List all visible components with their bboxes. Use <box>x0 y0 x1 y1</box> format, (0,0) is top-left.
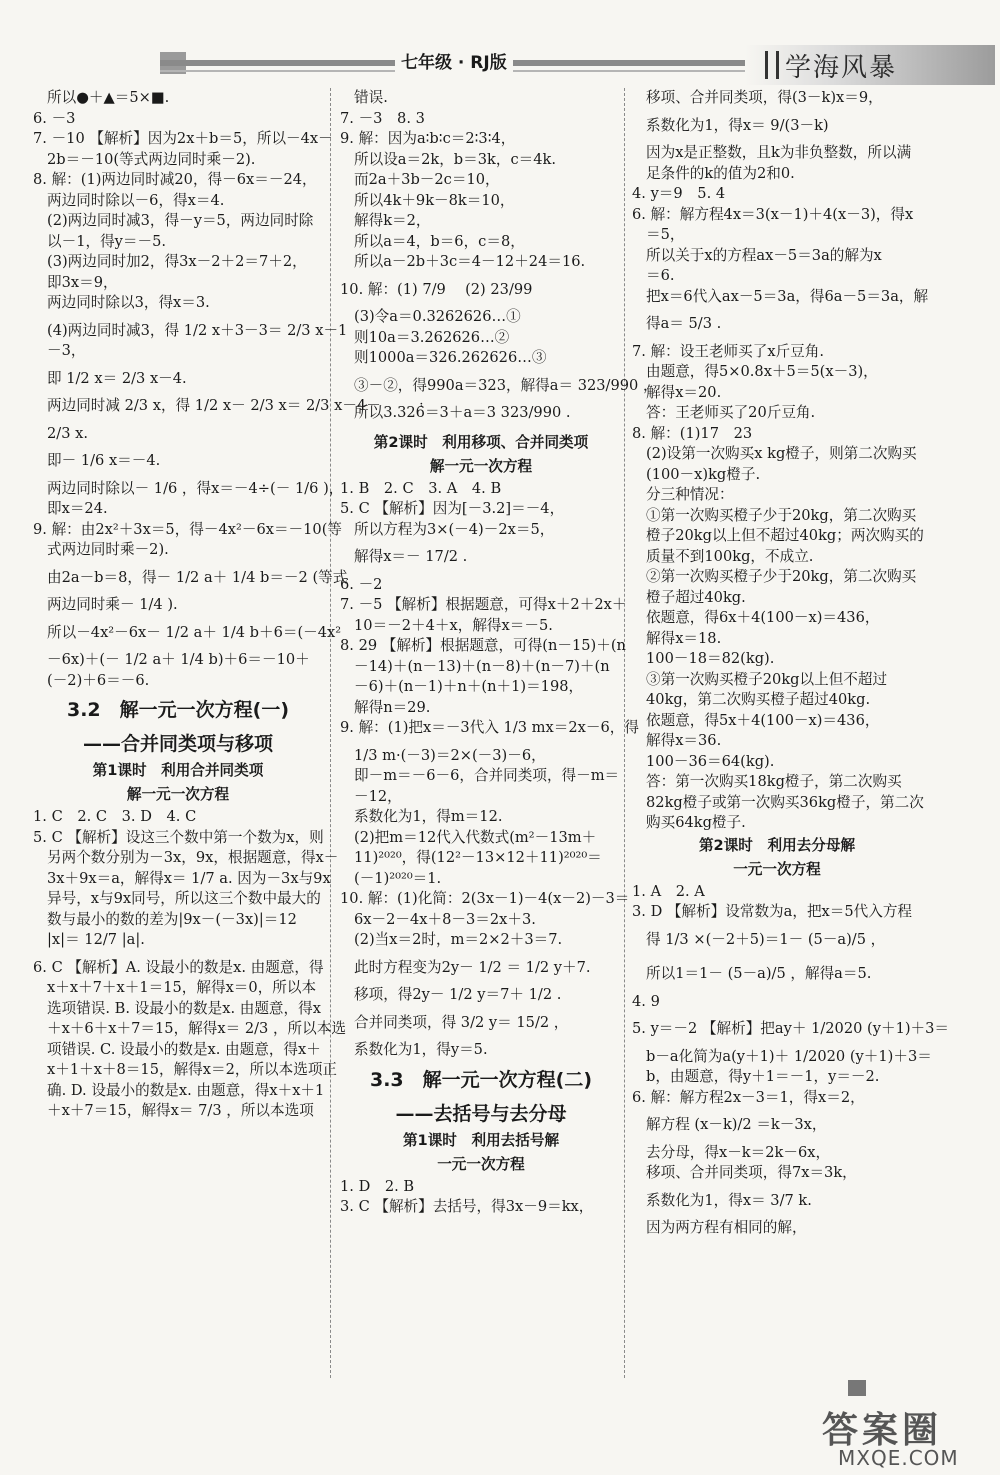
line-spacer <box>33 951 323 958</box>
lesson-heading: 第1课时 利用去括号解 <box>402 1131 560 1149</box>
answer-line: 82kg橙子或第一次购买36kg橙子，第二次 <box>646 793 924 811</box>
answer-line: 7. －10 【解析】因为2x＋b＝5，所以－4x－ <box>33 130 333 147</box>
section-heading: 3.3 解一元一次方程(二) <box>369 1068 593 1091</box>
line-spacer <box>632 109 922 116</box>
answer-line: 此时方程变为2y－ 1/2 ＝ 1/2 y＋7. <box>354 958 591 976</box>
line-spacer <box>340 369 622 376</box>
answer-line: 所以3.326̇̇＝3＋a＝3 323/990 . <box>354 404 571 421</box>
answer-line: ＋x＋6＋x＋7＝15，解得x＝ 2/3 ，所以本选 <box>47 1020 346 1037</box>
line-spacer <box>632 1040 922 1047</box>
answer-line: 6. －2 <box>340 575 383 593</box>
answer-line: x＋x＋7＋x＋1＝15，解得x＝0，所以本 <box>47 979 317 996</box>
answer-line: 两边同时除以3，得x＝3. <box>47 294 210 311</box>
answer-line: 购买64kg橙子. <box>646 814 746 831</box>
answer-line: 两边同时除以－ 1/6 ，得x＝－4÷(－ 1/6 )， <box>47 479 344 497</box>
line-spacer <box>340 540 622 547</box>
answer-line: ①第一次购买橙子少于20kg，第二次购买 <box>646 506 917 524</box>
answer-line: 所以关于x的方程ax－5＝3a的解为x <box>646 246 882 264</box>
line-spacer <box>632 1211 922 1218</box>
answer-line: －6x)＋(－ 1/2 a＋ 1/4 b)＋6＝－10＋ <box>47 651 310 668</box>
answer-line: 1. A 2. A <box>632 882 705 900</box>
line-spacer <box>340 1033 622 1040</box>
answer-line: 橙子20kg以上但不超过40kg；两次购买的 <box>646 527 924 544</box>
column-divider <box>330 88 331 1378</box>
answer-line: －14)＋(n－13)＋(n－8)＋(n－7)＋(n <box>354 657 610 675</box>
line-spacer <box>33 472 323 479</box>
section-heading: 3.2 解一元一次方程(一) <box>66 699 290 721</box>
answer-line: (3)令a＝0.3262626…① <box>354 308 521 325</box>
answer-line: 即3x＝9， <box>47 273 118 291</box>
answer-line: (4)两边同时减3，得 1/2 x＋3－3＝ 2/3 x－1 <box>47 321 348 339</box>
answer-line: (－2)＋6＝－6. <box>47 671 150 689</box>
answer-line: 所以设a＝2k，b＝3k，c＝4k. <box>354 150 556 168</box>
answer-line: 1/3 m·(－3)＝2×(－3)－6， <box>354 746 546 764</box>
answer-line: 因为两方程有相同的解， <box>646 1219 807 1236</box>
answer-line: 合并同类项，得 3/2 y＝ 15/2 ， <box>354 1013 569 1031</box>
answer-line: 所以－4x²－6x－ 1/2 a＋ 1/4 b＋6＝(－4x² <box>47 623 342 641</box>
line-spacer <box>33 417 323 424</box>
answer-line: 橙子超过40kg. <box>646 588 746 606</box>
line-spacer <box>33 314 323 321</box>
lesson-heading: 一元一次方程 <box>437 1155 525 1173</box>
answer-line: 异号，x与9x同号，所以这三个数中最大的 <box>47 890 321 907</box>
answer-line: 移项，得2y－ 1/2 y＝7＋ 1/2 . <box>354 986 562 1003</box>
answer-line: ＝5， <box>646 226 685 243</box>
answer-line: 7. 解：设王老师买了x斤豆角. <box>632 342 824 360</box>
answer-line: 错误. <box>354 89 388 106</box>
line-spacer <box>632 985 922 992</box>
line-spacer <box>340 424 622 431</box>
answer-line: 则1000a＝326.262626…③ <box>354 349 547 366</box>
line-spacer <box>340 396 622 403</box>
section-heading: ——合并同类项与移项 <box>82 733 273 755</box>
answer-line: 两边同时除以－6，得x＝4. <box>47 191 225 209</box>
answer-line: 7. －5 【解析】根据题意，可得x＋2＋2x＋ <box>340 596 627 613</box>
answer-line: 即－ 1/6 x＝－4. <box>47 452 161 469</box>
answer-line: 1. B 2. C 3. A 4. B <box>340 479 502 497</box>
answer-line: 移项、合并同类项，得7x＝3k， <box>646 1164 857 1181</box>
answer-line: 系数化为1，得x＝ 9/(3－k) <box>646 116 829 134</box>
answer-line: 所以a－2b＋3c＝4－12＋24＝16. <box>354 253 586 270</box>
line-spacer <box>340 273 622 280</box>
answer-line: 解得x＝36. <box>646 732 722 749</box>
answer-line: 所以4k＋9k－8k＝10， <box>354 191 515 209</box>
answer-line: 100－18＝82(kg). <box>646 650 775 667</box>
answer-line: 3. D 【解析】设常数为a，把x＝5代入方程 <box>632 903 913 920</box>
answer-line: 即－m＝－6－6，合并同类项，得－m＝ <box>354 767 620 784</box>
section-heading: ——去括号与去分母 <box>395 1102 567 1125</box>
answer-line: 解方程 (x－k)/2 ＝k－3x， <box>646 1116 827 1133</box>
answer-line: 2b＝－10(等式两边同时乘－2). <box>47 150 256 168</box>
brand-text: 学海风暴 <box>785 53 898 83</box>
answer-line: 系数化为1，得m＝12. <box>354 808 503 825</box>
lesson-heading: 第2课时 利用去分母解 <box>698 836 856 854</box>
line-spacer <box>33 561 323 568</box>
answer-line: 移项、合并同类项，得(3－k)x＝9， <box>646 89 883 106</box>
line-spacer <box>632 950 922 964</box>
answer-line: 把x＝6代入ax－5＝3a，得6a－5＝3a，解 <box>646 287 929 305</box>
answer-line: 10. 解：(1) 7/9 (2) 23/99 <box>340 280 533 298</box>
lesson-heading: 解一元一次方程 <box>429 457 533 475</box>
answer-line: 系数化为1，得x＝ 3/7 k. <box>646 1191 812 1209</box>
line-spacer <box>632 1012 922 1019</box>
answer-line: (100－x)kg橙子. <box>646 465 761 483</box>
answer-line: 所以1＝1－ (5－a)/5 ，解得a＝5. <box>646 965 872 982</box>
answer-line: 3x＋9x＝a，解得x＝ 1/7 a. 因为－3x与9x <box>47 869 331 887</box>
answer-line: 8. 解：(1)两边同时减20，得－6x＝－24， <box>33 171 317 188</box>
page-header <box>0 0 1000 90</box>
answer-line: 10＝－2＋4＋x，解得x＝－5. <box>354 616 553 634</box>
answer-line: 去分母，得x－k＝2k－6x， <box>646 1143 831 1161</box>
line-spacer <box>33 362 323 369</box>
answer-line: 分三种情况： <box>646 486 734 503</box>
answer-line: 以－1，得y＝－5. <box>47 232 167 250</box>
line-spacer <box>632 1184 922 1191</box>
answer-line: 4. y＝9 5. 4 <box>632 185 726 202</box>
answer-line: |x|＝ 12/7 |a|. <box>47 931 145 948</box>
answer-line: 由2a－b＝8，得－ 1/2 a＋ 1/4 b＝－2 (等式 <box>47 568 348 586</box>
answer-line: 答：第一次购买18kg橙子，第二次购买 <box>646 773 902 790</box>
watermark-text: 答案圈 <box>822 1410 943 1451</box>
answer-line: 7. －3 8. 3 <box>340 109 425 127</box>
brand-mark-icon <box>765 51 779 79</box>
page-corner-mark <box>848 1380 866 1396</box>
line-spacer <box>632 1136 922 1143</box>
answer-line: 依题意，得5x＋4(100－x)＝436， <box>646 711 880 729</box>
lesson-heading: 第2课时 利用移项、合并同类项 <box>373 433 589 451</box>
answer-line: 4. 9 <box>632 992 660 1010</box>
answer-line: 3. C 【解析】去括号，得3x－9＝kx， <box>340 1198 594 1215</box>
answer-line: 选项错误. B. 设最小的数是x. 由题意，得x <box>47 999 321 1017</box>
answer-line: ＋x＋7＝15，解得x＝ 7/3 ，所以本选项 <box>47 1102 314 1119</box>
answer-line: 9. 解：(1)把x＝－3代入 1/3 mx＝2x－6，得 <box>340 719 639 736</box>
answer-line: 所以a＝4，b＝6，c＝8， <box>354 232 525 250</box>
answer-line: 5. C 【解析】设这三个数中第一个数为x，则 <box>33 828 324 846</box>
answer-line: 5. y＝－2 【解析】把ay＋ 1/2020 (y＋1)＋3＝ <box>632 1020 950 1037</box>
answer-line: 质量不到100kg，不成立. <box>646 547 814 565</box>
lesson-heading: 解一元一次方程 <box>126 786 230 803</box>
answer-line: 因为x是正整数，且k为非负整数，所以满 <box>646 144 912 161</box>
answer-line: (2)当x＝2时，m＝2×2＋3＝7. <box>354 931 563 948</box>
answer-line: (3)两边同时加2，得3x－2＋2＝7＋2， <box>47 253 307 270</box>
answer-line: 10. 解：(1)化简：2(3x－1)－4(x－2)－3＝ <box>340 890 630 907</box>
line-spacer <box>33 588 323 595</box>
answer-line: 解得x＝－ 17/2 . <box>354 548 468 565</box>
line-spacer <box>33 444 323 451</box>
answer-line: 6. －3 <box>33 109 76 127</box>
answer-line: 8. 29 【解析】根据题意，可得(n－15)＋(n <box>340 637 626 654</box>
answer-line: 100－36＝64(kg). <box>646 752 775 770</box>
answer-line: ③－②，得990a＝323，解得a＝ 323/990 ， <box>354 376 658 394</box>
answer-line: 1. D 2. B <box>340 1177 415 1195</box>
answer-line: ③第一次购买橙子20kg以上但不超过 <box>646 670 888 688</box>
answer-line: 11)²⁰²⁰，得(12²－13×12＋11)²⁰²⁰＝ <box>354 849 602 866</box>
answer-line: (2)设第一次购买x kg橙子，则第二次购买 <box>646 445 917 462</box>
answer-line: x＋1＋x＋8＝15，解得x＝2，所以本选项正 <box>47 1061 338 1078</box>
answer-line: 解得k＝2， <box>354 212 431 229</box>
line-spacer <box>632 335 922 342</box>
answer-line: b－a化简为a(y＋1)＋ 1/2020 (y＋1)＋3＝ <box>646 1047 932 1065</box>
line-spacer <box>632 923 922 930</box>
answer-line: 式两边同时乘－2). <box>47 541 169 558</box>
watermark-logo <box>822 1402 992 1472</box>
line-spacer <box>632 307 922 314</box>
answer-line: 解得x＝20. <box>646 383 722 401</box>
watermark-url: MXQE.COM <box>838 1446 959 1470</box>
answer-line: 项错误. C. 设最小的数是x. 由题意，得x＋ <box>47 1040 321 1058</box>
answer-line: －12， <box>354 787 402 805</box>
line-spacer <box>340 951 622 958</box>
answer-line: 另两个数分别为－3x，9x，根据题意，得x－ <box>47 849 339 866</box>
answer-line: 6x－2－4x＋8－3＝2x＋3. <box>354 910 536 928</box>
answer-line: 答：王老师买了20斤豆角. <box>646 404 816 421</box>
answer-line: 5. C 【解析】因为[－3.2]＝－4， <box>340 500 565 517</box>
line-spacer <box>340 1006 622 1013</box>
line-spacer <box>33 389 323 396</box>
line-spacer <box>33 643 323 650</box>
answer-line: 两边同时乘－ 1/4 ). <box>47 596 178 613</box>
lesson-heading: 一元一次方程 <box>733 860 821 878</box>
lesson-heading: 第1课时 利用合并同类项 <box>92 762 264 779</box>
line-spacer <box>340 568 622 575</box>
line-spacer <box>340 739 622 746</box>
line-spacer <box>340 978 622 985</box>
answer-line: 得a＝ 5/3 . <box>646 315 722 332</box>
line-spacer <box>340 300 622 307</box>
answer-line: 即x＝24. <box>47 500 108 517</box>
answer-line: 解得x＝18. <box>646 629 722 647</box>
answer-line: －6)＋(n－1)＋n＋(n＋1)＝198， <box>354 678 584 695</box>
answer-line: ②第一次购买橙子少于20kg，第二次购买 <box>646 568 917 585</box>
answer-line: 系数化为1，得y＝5. <box>354 1041 488 1058</box>
line-spacer <box>632 1108 922 1115</box>
answer-line: 2/3 x. <box>47 424 88 442</box>
answer-line: b，由题意，得y＋1＝－1，y＝－2. <box>646 1068 880 1085</box>
answer-line: 6. C 【解析】A. 设最小的数是x. 由题意，得 <box>33 958 324 976</box>
answer-line: 40kg，第二次购买橙子超过40kg. <box>646 691 871 708</box>
header-title: 七年级 · RJ版 <box>395 48 513 73</box>
answer-line: ＝6. <box>646 267 675 284</box>
answer-line: 所以方程为3×(－4)－2x＝5， <box>354 520 555 538</box>
answer-line: 8. 解：(1)17 23 <box>632 424 753 442</box>
line-spacer <box>33 616 323 623</box>
answer-line: －3， <box>47 342 86 359</box>
brand-logo <box>745 45 995 85</box>
answer-line: 得 1/3 ×(－2＋5)＝1－ (5－a)/5 ， <box>646 930 886 948</box>
answer-line: 依题意，得6x＋4(100－x)＝436， <box>646 609 880 626</box>
answer-line: 9. 解：因为a∶b∶c＝2∶3∶4， <box>340 130 516 147</box>
answer-line: 而2a＋3b－2c＝10， <box>354 171 500 188</box>
answer-line: 6. 解：解方程4x＝3(x－1)＋4(x－3)，得x <box>632 205 914 223</box>
answer-line: 足条件的k的值为2和0. <box>646 164 795 182</box>
answer-line: 数与最小的数的差为|9x－(－3x)|＝12 <box>47 910 297 928</box>
answer-line: 确. D. 设最小的数是x. 由题意，得x＋x＋1 <box>47 1081 325 1099</box>
answer-line: 由题意，得5×0.8x＋5＝5(x－3)， <box>646 363 878 380</box>
answer-line: 6. 解：解方程2x－3＝1，得x＝2， <box>632 1088 865 1106</box>
answer-line: 两边同时减 2/3 x，得 1/2 x－ 2/3 x＝ 2/3 x－4－ <box>47 397 381 414</box>
answer-line: 则10a＝3.262626…② <box>354 328 510 346</box>
answer-line: (2)两边同时减3，得－y＝5，两边同时除 <box>47 212 314 229</box>
line-spacer <box>632 136 922 143</box>
answer-line: 解得n＝29. <box>354 698 431 716</box>
answer-line: (－1)²⁰²⁰＝1. <box>354 869 442 887</box>
answer-line: (2)把m＝12代入代数式(m²－13m＋ <box>354 828 597 846</box>
answer-column-right <box>632 88 950 1239</box>
answer-line: 1. C 2. C 3. D 4. C <box>33 808 197 825</box>
answer-line: 9. 解：由2x²＋3x＝5，得－4x²－6x＝－10(等 <box>33 520 342 538</box>
answer-line: 即 1/2 x＝ 2/3 x－4. <box>47 369 187 387</box>
answer-line: 所以●＋▲＝5×■. <box>47 89 170 106</box>
